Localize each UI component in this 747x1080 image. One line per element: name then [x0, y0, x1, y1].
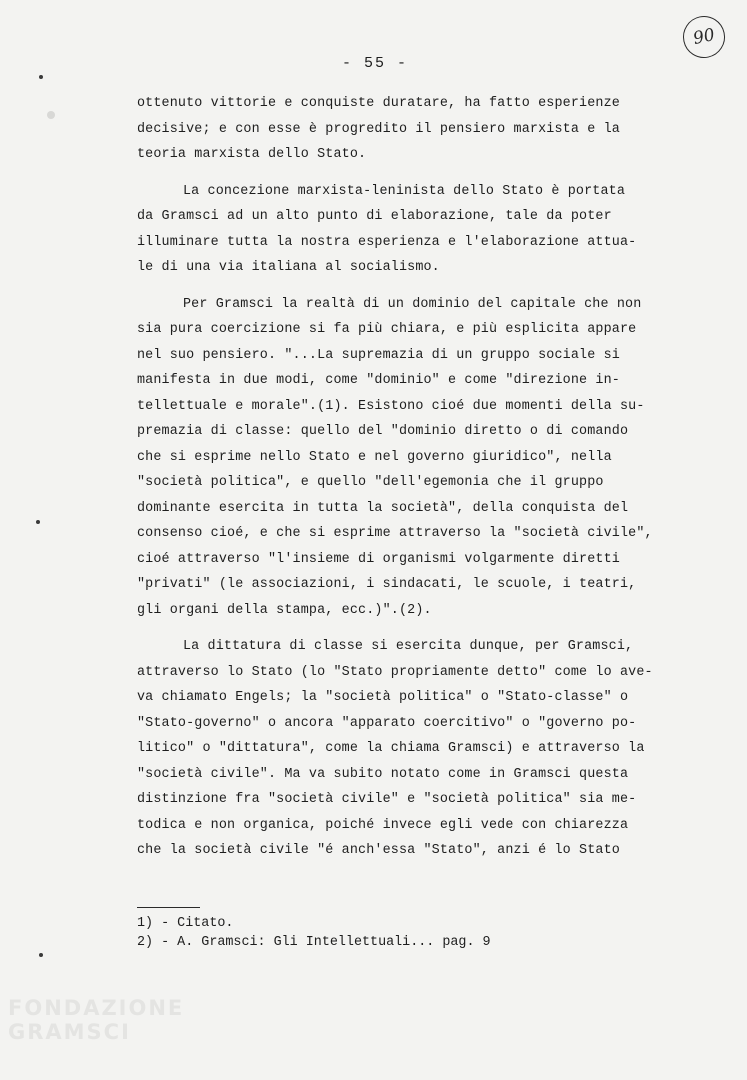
text-line: decisive; e con esse è progredito il pensiero marxista e la [137, 121, 620, 137]
footnote: 1) - Citato. [137, 916, 234, 931]
text-line: todica e non organica, poiché invece egli vede con chiarezza [137, 817, 629, 833]
footnote-separator [137, 907, 200, 908]
text-line: teoria marxista dello Stato. [137, 147, 367, 162]
watermark-line: GRAMSCI [8, 1020, 131, 1044]
footnotes [137, 914, 491, 952]
text-line: illuminare tutta la nostra esperienza e l'elaborazione attua- [137, 234, 637, 250]
text-line: "privati" (le associazioni, i sindacati, le scuole, i teatri, [137, 577, 637, 592]
text-line: gli organi della stampa, ecc.)".(2). [137, 602, 432, 618]
text-line: manifesta in due modi, come "dominio" e come "direzione in- [137, 373, 620, 388]
text-line: che si esprime nello Stato e nel governo giuridico", nella [137, 449, 612, 465]
text-line: va chiamato Engels; la "società politica" o "Stato-classe" o [137, 690, 629, 705]
archive-watermark [8, 996, 208, 1044]
text-line: cioé attraverso "l'insieme di organismi volgarmente diretti [137, 551, 620, 567]
handwritten-folio-number: 90 [679, 12, 729, 62]
text-line: premazia di classe: quello del "dominio diretto o di comando [137, 424, 629, 439]
text-line: sia pura coercizione si fa più chiara, e più esplicita appare [137, 322, 637, 337]
body-text [137, 91, 687, 864]
text-line: dominante esercita in tutta la società", della conquista del [137, 500, 629, 516]
margin-dot [39, 75, 43, 79]
text-line: attraverso lo Stato (lo "Stato propriamente detto" come lo ave- [137, 664, 653, 680]
text-line: le di una via italiana al socialismo. [137, 260, 440, 275]
text-line: che la società civile "é anch'essa "Stato", anzi é lo Stato [137, 843, 620, 858]
text-line: da Gramsci ad un alto punto di elaborazione, tale da poter [137, 209, 612, 224]
paragraph-start-line: La dittatura di classe si esercita dunque, per Gramsci, [183, 639, 634, 654]
text-line: tellettuale e morale".(1). Esistono cioé due momenti della su- [137, 398, 645, 414]
page-number: - 55 - [341, 55, 408, 72]
margin-dot [39, 953, 43, 957]
text-line: nel suo pensiero. "...La supremazia di un gruppo sociale si [137, 347, 620, 363]
text-line: ottenuto vittorie e conquiste duratare, ha fatto esperienze [137, 96, 620, 111]
footnote: 2) - A. Gramsci: Gli Intellettuali... pag. 9 [137, 935, 491, 950]
text-line: distinzione fra "società civile" e "società politica" sia me- [137, 792, 637, 807]
text-line: litico" o "dittatura", come la chiama Gramsci) e attraverso la [137, 741, 645, 756]
text-line: "società civile". Ma va subito notato come in Gramsci questa [137, 766, 629, 782]
text-line: "Stato-governo" o ancora "apparato coercitivo" o "governo po- [137, 715, 637, 731]
text-line: "società politica", e quello "dell'egemonia che il gruppo [137, 475, 604, 490]
paragraph-start-line: Per Gramsci la realtà di un dominio del capitale che non [183, 296, 642, 312]
paragraph-start-line: La concezione marxista-leninista dello Stato è portata [183, 183, 626, 199]
watermark-line: FONDAZIONE [8, 996, 185, 1020]
punch-hole [47, 111, 55, 119]
margin-dot [36, 520, 40, 524]
text-line: consenso cioé, e che si esprime attraverso la "società civile", [137, 526, 653, 541]
